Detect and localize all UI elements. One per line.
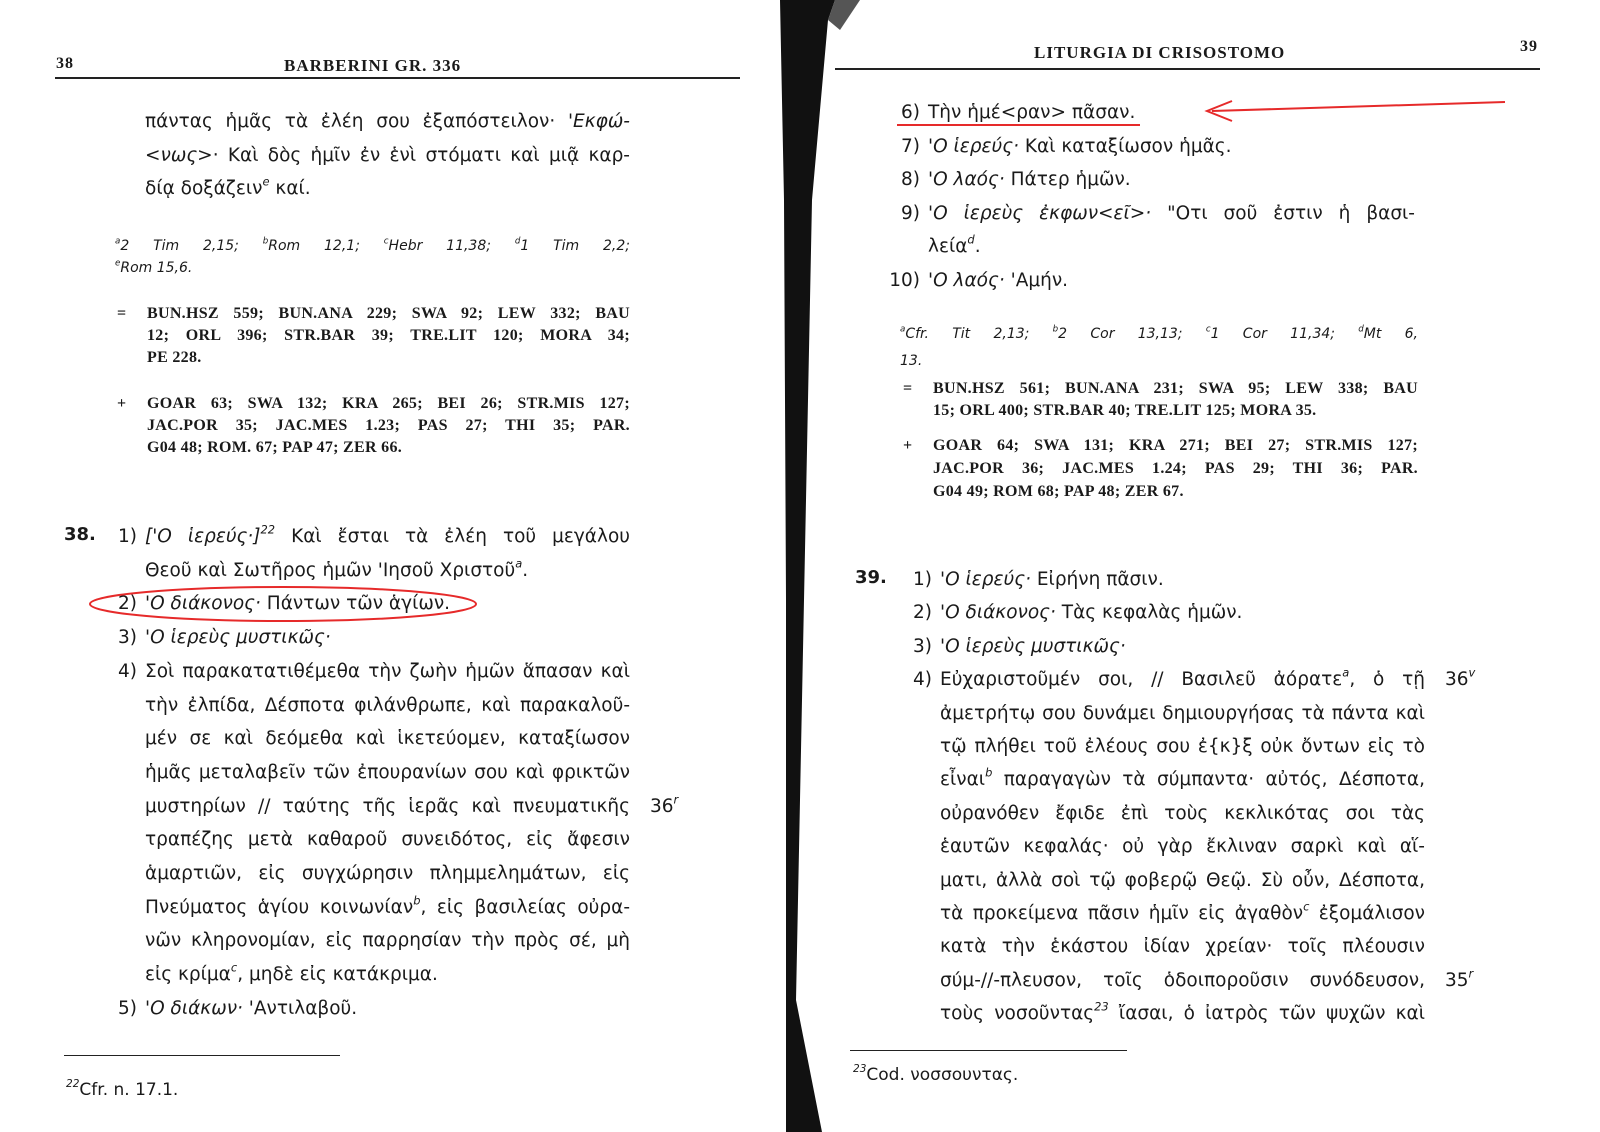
text-run: Εὐχαριστοῦμέν σοι, // Βασιλεῦ ἀόρατε (940, 669, 1343, 691)
superscript-ref: 22 (66, 1078, 80, 1091)
text-run: Rom 15,6. (120, 260, 193, 276)
text-line (147, 415, 630, 437)
text-run: 1 Cor 11,34; (1210, 326, 1359, 342)
text-run: GOAR 63; SWA 132; KRA 265; BEI 26; STR.MIS 127; (147, 395, 630, 412)
folio-side: r (673, 792, 679, 807)
text-run: Τὴν ἡμέ<ραν> πᾶσαν. (928, 102, 1136, 123)
folio-number: 36 (1445, 669, 1469, 691)
text-line (145, 756, 630, 790)
item-number: 4) (118, 660, 137, 682)
text-run: Πάτερ ἡμῶν. (1004, 169, 1131, 191)
parallels-plus-marker: + (903, 437, 913, 454)
text-run: λεία (928, 236, 968, 258)
left-running-head: BARBERINI GR. 336 (284, 56, 462, 75)
right-footnote-refs (900, 321, 1418, 375)
text-run: Cod. νοσσουντας. (866, 1065, 1019, 1085)
item-number: 8) (901, 169, 920, 191)
superscript-ref: a (115, 236, 121, 247)
text-line (913, 563, 1425, 596)
superscript-ref: d (1358, 324, 1364, 335)
text-line (889, 264, 1415, 298)
item-number: 3) (118, 627, 137, 649)
text-run: Σοὶ παρακατατιθέμεθα τὴν ζωὴν ἡμῶν ἅπασαν καὶ (145, 660, 630, 682)
item-number: 3) (913, 635, 932, 657)
parallels-plus-marker: + (117, 395, 127, 412)
superscript-ref: c (230, 960, 238, 975)
left-page-number: 38 (56, 55, 74, 72)
text-run: νῶν κληρονομίαν, εἰς παρρησίαν τὴν πρὸς σέ, μὴ (145, 930, 630, 952)
text-run: "Οτι σοῦ ἐστιν ἡ βασι- (1151, 202, 1415, 224)
text-run: οὐρανόθεν ἔφιδε ἐπὶ τοὺς κεκλικότας σοι τὰς (940, 802, 1425, 824)
text-run: BUN.HSZ 561; BUN.ANA 231; SWA 95; LEW 338; BAU (933, 380, 1418, 397)
folio-side: v (1468, 665, 1476, 680)
item-number: 7) (901, 135, 920, 157)
text-line (147, 303, 630, 325)
text-line (147, 347, 630, 369)
text-run: τραπέζης μετὰ καθαροῦ συνειδότος, εἰς ἄφεσιν (145, 829, 630, 851)
text-run: καί. (269, 178, 311, 199)
text-run: Hebr 11,38; (388, 238, 515, 254)
item-number: 2) (913, 602, 932, 624)
text-run: . (974, 236, 981, 258)
text-line (118, 655, 630, 689)
text-line (147, 325, 630, 347)
text-line (940, 730, 1425, 763)
text-run: Θεοῦ καὶ Σωτῆρος ἡμῶν 'Ιησοῦ Χριστοῦ (145, 559, 516, 581)
text-run: ἴασαι, ὁ ἰατρὸς τῶν ψυχῶν καὶ (1108, 1003, 1425, 1025)
superscript-ref: a (515, 556, 523, 571)
text-line (940, 797, 1425, 830)
text-line (115, 235, 630, 257)
text-run: 'Αντιλαβοῦ. (242, 997, 358, 1019)
text-line (147, 437, 630, 459)
text-run: ματι, ἀλλὰ σοὶ τῷ φοβερῷ Θεῷ. Σὺ οὖν, Δέσποτα, (940, 869, 1425, 891)
item-number: 5) (118, 997, 137, 1019)
parallels-eq-marker: = (117, 305, 127, 322)
text-line (901, 96, 1415, 130)
text-run: 13. (900, 353, 923, 369)
text-run: Mt 6, (1363, 326, 1419, 342)
text-run: 'Ο ἱερεύς· (928, 135, 1019, 157)
text-run: δίᾳ δοξάζειν (145, 178, 263, 199)
superscript-ref: b (1052, 324, 1059, 335)
text-run: πάντας ἡμᾶς τὰ ἐλέη σου ἐξαπόστειλον· (145, 111, 568, 132)
left-parallels-eq (147, 303, 630, 369)
text-line (115, 257, 630, 279)
folio-marker (650, 790, 678, 824)
text-line (913, 596, 1425, 629)
text-line (145, 689, 630, 723)
text-run: GOAR 64; SWA 131; KRA 271; BEI 27; STR.MIS 127; (933, 437, 1418, 454)
right-parallels-eq (933, 378, 1418, 422)
text-line (145, 857, 630, 891)
text-run: 'Ο ἱερεὺς ἐκφων<εῖ>· (928, 202, 1152, 224)
superscript-ref: 22 (260, 522, 276, 537)
left-header-rule (55, 77, 740, 79)
text-run: 12; ORL 396; STR.BAR 39; TRE.LIT 120; MORA 34; (147, 327, 630, 344)
text-line (118, 520, 630, 554)
text-run: Cfr. Tit 2,13; (905, 326, 1053, 342)
text-line (145, 823, 630, 857)
left-footnote-refs (115, 235, 630, 279)
right-footnote (853, 1061, 1018, 1089)
text-run: Πάντων τῶν ἁγίων. (260, 593, 451, 615)
item-number: 1) (913, 569, 932, 590)
item-number: 10) (889, 269, 920, 291)
text-run: Πνεύματος ἁγίου κοινωνίαν (145, 896, 414, 918)
text-run: G04 48; ROM. 67; PAP 47; ZER 66. (147, 439, 403, 456)
text-run: 'Ο ἱερεὺς μυστικῶς· (940, 635, 1126, 657)
text-line (145, 105, 630, 139)
text-run: σύμ-//-πλευσον, τοῖς ὁδοιποροῦσιν συνόδευσον, (940, 969, 1425, 991)
text-run: ἑαυτῶν κεφαλάς· οὐ γὰρ ἔκλιναν σαρκὶ καὶ αἵ- (940, 836, 1425, 858)
text-line (145, 554, 630, 588)
folio-marker (1445, 964, 1473, 997)
text-run: 'Ο διάκων· (145, 997, 243, 1019)
superscript-ref: b (413, 893, 421, 908)
text-line (901, 197, 1415, 231)
text-line (940, 763, 1425, 796)
text-run: Καὶ καταξίωσον ἡμᾶς. (1018, 135, 1232, 157)
superscript-ref: d (967, 232, 975, 247)
text-run: τοὺς νοσοῦντας (940, 1003, 1095, 1025)
text-run: ['Ο ἱερεύς·] (145, 526, 261, 547)
section-39-text (913, 563, 1476, 1031)
right-footnote-rule (850, 1050, 1127, 1051)
text-line (147, 393, 630, 415)
right-page-number: 39 (1520, 38, 1538, 55)
text-run: 'Ο λαός· (928, 169, 1005, 191)
superscript-ref: a (1342, 665, 1350, 680)
text-run: <νως> (145, 144, 213, 166)
folio-marker (1445, 663, 1475, 696)
text-run: ἁμαρτιῶν, εἰς συγχώρησιν πλημμελημάτων, εἰς (145, 863, 630, 885)
text-run: PE 228. (147, 349, 202, 366)
text-run: Καὶ ἔσται τὰ ἐλέη τοῦ μεγάλου (275, 526, 630, 547)
text-run: BUN.HSZ 559; BUN.ANA 229; SWA 92; LEW 332; BAU (147, 305, 630, 322)
text-line (145, 924, 630, 958)
text-line (913, 630, 1425, 663)
text-run: μέν σε καὶ δεόμεθα καὶ ἱκετεύομεν, καταξίωσον (145, 728, 630, 750)
text-line (940, 930, 1425, 963)
superscript-ref: c (1303, 899, 1310, 914)
text-line (933, 480, 1418, 503)
text-line (940, 897, 1425, 930)
text-line (901, 130, 1415, 164)
text-line (928, 230, 1415, 264)
section-number-39: 39. (855, 567, 887, 588)
text-run: Cfr. n. 17.1. (79, 1080, 179, 1100)
superscript-ref: b (262, 236, 269, 247)
text-run: 'Αμήν. (1004, 269, 1069, 291)
text-line (145, 891, 630, 925)
item-number: 2) (118, 593, 137, 615)
text-line (913, 663, 1476, 696)
text-line (145, 790, 679, 824)
item-number: 1) (118, 526, 137, 547)
text-run: τὴν ἐλπίδα, Δέσποτα φιλάνθρωπε, καὶ παρακαλοῦ- (145, 694, 630, 716)
text-line (940, 964, 1474, 997)
text-run: JAC.POR 36; JAC.MES 1.24; PAS 29; THI 36; PAR. (933, 460, 1418, 477)
section-number-38: 38. (64, 524, 96, 545)
text-run: 2 Cor 13,13; (1058, 326, 1206, 342)
text-line (118, 587, 630, 621)
text-run: Rom 12,1; (268, 238, 384, 254)
text-line (933, 400, 1418, 422)
right-running-head: LITURGIA DI CRISOSTOMO (1034, 43, 1286, 62)
superscript-ref: 23 (1094, 999, 1109, 1014)
right-header-rule (835, 68, 1540, 70)
text-run: εἶναι (940, 769, 986, 791)
text-run: 'Ο διάκονος· (145, 593, 261, 615)
item-number: 4) (913, 669, 932, 691)
text-run: , ὁ τῇ (1349, 669, 1425, 691)
text-line (145, 139, 630, 173)
section-38-text (118, 520, 679, 1026)
item-number: 9) (901, 202, 920, 224)
superscript-ref: e (115, 258, 121, 269)
text-run: παραγαγὼν τὰ σύμπαντα· αὐτός, Δέσποτα, (992, 769, 1425, 791)
text-run: 2 Tim 2,15; (120, 238, 263, 254)
text-run: ἀμετρήτῳ σου δυνάμει δημιουργήσας τὰ πάντα καὶ (940, 702, 1425, 724)
text-run: , εἰς βασιλείας οὐρα- (420, 896, 630, 918)
text-run: 1 Tim 2,2; (520, 238, 630, 254)
right-intro-text (889, 96, 1415, 298)
left-intro-text (145, 105, 630, 206)
text-line (145, 172, 630, 206)
text-run: τῷ πλήθει τοῦ ἐλέους σου ἐ{κ}ξ οὐκ ὄντων εἰς τὸ (940, 736, 1425, 758)
text-line (933, 457, 1418, 480)
text-run: μυστηρίων // ταύτης τῆς ἱερᾶς καὶ πνευματικῆς (145, 795, 630, 817)
superscript-ref: d (514, 236, 521, 247)
item-number: 6) (901, 102, 920, 123)
text-run: 15; ORL 400; STR.BAR 40; TRE.LIT 125; MORA 35. (933, 402, 1317, 419)
superscript-ref: e (262, 174, 270, 189)
text-run: τὰ προκείμενα πᾶσιν ἡμῖν εἰς ἀγαθὸν (940, 903, 1304, 925)
text-run: κατὰ τὴν ἑκάστου ἰδίαν χρείαν· τοῖς πλέουσιν (940, 936, 1425, 958)
text-run: JAC.POR 35; JAC.MES 1.23; PAS 27; THI 35; PAR. (147, 417, 630, 434)
text-run: , μηδὲ εἰς κατάκριμα. (237, 964, 438, 986)
right-parallels-plus (933, 434, 1418, 503)
text-run: . (522, 559, 529, 581)
text-line (900, 321, 1418, 348)
left-footnote (66, 1076, 178, 1104)
left-parallels-plus (147, 393, 630, 459)
text-line (933, 434, 1418, 457)
text-line (145, 958, 630, 992)
text-run: 'Ο διάκονος· (940, 602, 1056, 624)
folio-number: 35 (1445, 969, 1469, 991)
text-run: · Καὶ δὸς ἡμῖν ἐν ἑνὶ στόματι καὶ μιᾷ καρ- (212, 144, 630, 166)
left-footnote-rule (64, 1055, 340, 1056)
text-line (940, 697, 1425, 730)
parallels-eq-marker: = (903, 380, 913, 397)
text-run: G04 49; ROM 68; PAP 48; ZER 67. (933, 483, 1184, 500)
text-run: 'Ο λαός· (928, 269, 1005, 291)
superscript-ref: 23 (853, 1063, 867, 1076)
superscript-ref: c (383, 236, 389, 247)
text-line (901, 163, 1415, 197)
text-line (145, 722, 630, 756)
text-run: Τὰς κεφαλὰς ἡμῶν. (1055, 602, 1243, 624)
folio-side: r (1468, 966, 1474, 981)
text-run: Εἰρήνη πᾶσιν. (1030, 569, 1164, 590)
text-run: ἡμᾶς μεταλαβεῖν τῶν ἐπουρανίων σου καὶ φρικτῶν (145, 761, 630, 783)
text-line (940, 830, 1425, 863)
folio-number: 36 (650, 795, 674, 817)
text-run: 'Εκφώ- (567, 111, 630, 132)
text-line (933, 378, 1418, 400)
text-line (940, 997, 1425, 1030)
text-run: εἰς κρίμα (145, 964, 231, 986)
text-line (118, 621, 630, 655)
text-run: ἐξομάλισον (1309, 903, 1425, 925)
text-line (118, 992, 630, 1026)
text-line (900, 348, 1418, 375)
text-run: 'Ο ἱερεύς· (940, 569, 1031, 590)
text-run: 'Ο ἱερεὺς μυστικῶς· (145, 627, 331, 649)
text-line (940, 864, 1425, 897)
superscript-ref: c (1205, 324, 1211, 335)
superscript-ref: b (985, 765, 993, 780)
superscript-ref: a (900, 324, 906, 335)
